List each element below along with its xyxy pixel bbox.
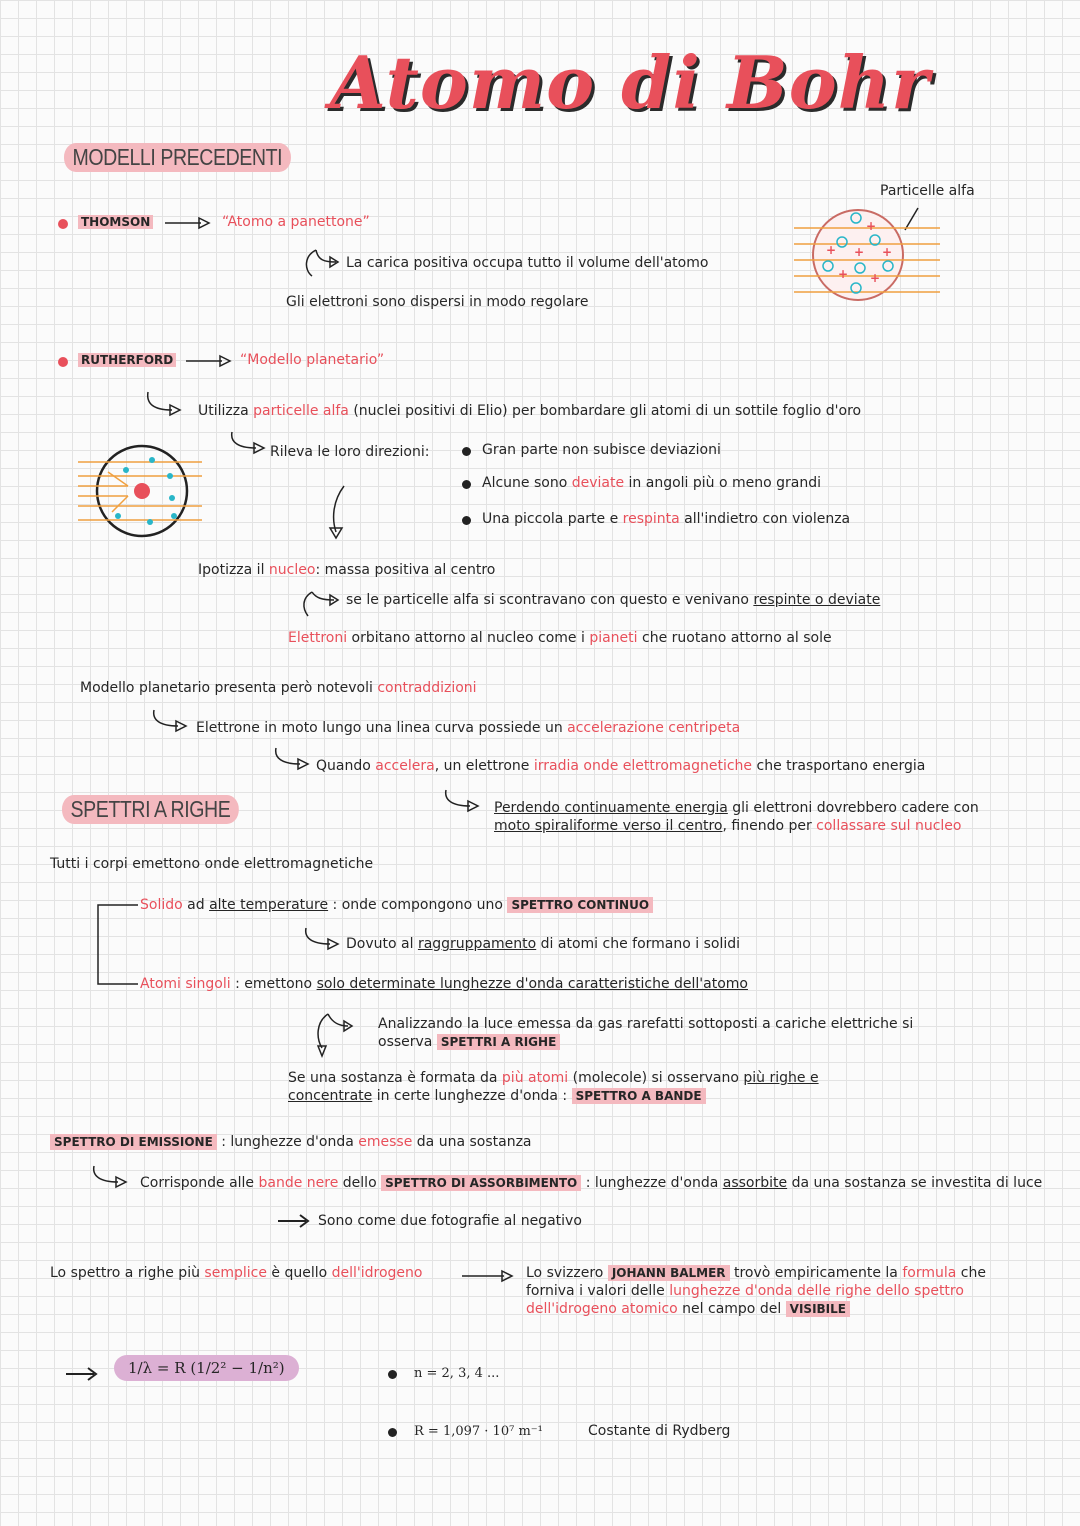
formula-term-2: 1/n²: [248, 1359, 279, 1377]
thomson-atom-diagram: [790, 200, 950, 300]
spettri-intro: Tutti i corpi emettono onde elettromagnetiche: [50, 856, 374, 872]
bullet: [58, 219, 68, 229]
molecule-line-2: concentrate in certe lunghezze d'onda : SPETTRO A BANDE: [288, 1088, 706, 1104]
balmer-line-3: dell'idrogeno atomico nel campo del VISIBILE: [526, 1301, 850, 1317]
svg-text:+: +: [870, 271, 881, 285]
r-value: R = 1,097 · 10⁷ m⁻¹: [414, 1424, 543, 1439]
observation-2: Alcune sono deviate in angoli più o meno grandi: [482, 475, 822, 491]
thomson-line1: La carica positiva occupa tutto il volume dell'atomo: [346, 255, 709, 271]
hook-arrow-icon: [90, 1164, 130, 1190]
curved-arrow-icon: [298, 588, 342, 622]
contradiction-3b: moto spiraliforme verso il centro, finendo per collassare sul nucleo: [494, 818, 962, 834]
contradiction-2: Quando accelera, un elettrone irradia onde elettromagnetiche che trasportano energia: [316, 758, 926, 774]
hook-arrow-icon: [302, 926, 342, 952]
bullet: [462, 447, 471, 456]
atoms-line: Atomi singoli : emettono solo determinate lunghezze d'onda caratteristiche dell'atomo: [140, 976, 748, 992]
bullet: [462, 516, 471, 525]
svg-text:+: +: [838, 267, 849, 281]
emission-line: SPETTRO DI EMISSIONE : lunghezze d'onda emesse da una sostanza: [50, 1134, 532, 1150]
rutherford-hypothesis: Ipotizza il nucleo: massa positiva al centro: [198, 562, 496, 578]
molecule-line-1: Se una sostanza è formata da più atomi (molecole) si osservano più righe e: [288, 1070, 819, 1086]
curved-arrow-icon: [312, 1010, 356, 1060]
bullet: [58, 357, 68, 367]
due-line: Dovuto al raggruppamento di atomi che formano i solidi: [346, 936, 741, 952]
formula-minus: −: [231, 1359, 244, 1377]
hook-arrow-icon: [272, 746, 312, 772]
formula-paren-open: (: [190, 1359, 197, 1377]
rutherford-uses: Utilizza particelle alfa (nuclei positivi di Elio) per bombardare gli atomi di un sottile foglio d'oro: [198, 403, 862, 419]
rutherford-orbit: Elettroni orbitano attorno al nucleo come i pianeti che ruotano attorno al sole: [288, 630, 832, 646]
contradictions-intro: Modello planetario presenta però notevoli contraddizioni: [80, 680, 477, 696]
figure-label: Particelle alfa: [880, 183, 975, 199]
down-arrow-icon: [326, 484, 356, 544]
rutherford-if: se le particelle alfa si scontravano con questo e venivano respinte o deviate: [346, 592, 881, 608]
hydrogen-line: Lo spettro a righe più semplice è quello dell'idrogeno: [50, 1265, 423, 1281]
bullet: [388, 1428, 397, 1437]
rutherford-name: RUTHERFORD: [78, 353, 176, 367]
bullet: [462, 480, 471, 489]
svg-text:+: +: [854, 245, 865, 259]
bullet: [388, 1370, 397, 1379]
arrow-icon: [462, 1270, 514, 1282]
thomson-model: “Atomo a panettone”: [222, 214, 370, 230]
analysis-line-2: osserva SPETTRI A RIGHE: [378, 1034, 560, 1050]
rutherford-atom-diagram: [78, 440, 208, 540]
thomson-name: THOMSON: [78, 215, 153, 229]
rydberg-label: Costante di Rydberg: [588, 1423, 731, 1439]
hook-arrow-icon: [228, 430, 268, 456]
hook-arrow-icon: [442, 788, 482, 814]
svg-text:+: +: [826, 243, 837, 257]
photo-line: Sono come due fotografie al negativo: [318, 1213, 582, 1229]
balmer-line-1: Lo svizzero JOHANN BALMER trovò empiricamente la formula che: [526, 1265, 986, 1281]
arrow-icon: [278, 1214, 312, 1228]
analysis-line-1: Analizzando la luce emessa da gas rarefatti sottoposti a cariche elettriche si: [378, 1016, 914, 1032]
curved-arrow-icon: [300, 246, 340, 280]
section-heading-modelli: MODELLI PRECEDENTI: [64, 143, 291, 172]
section-heading-spettri: SPETTRI A RIGHE: [62, 795, 239, 824]
svg-text:+: +: [866, 219, 877, 233]
bracket-line: [94, 890, 144, 990]
n-values: n = 2, 3, 4 ...: [414, 1366, 500, 1381]
contradiction-1: Elettrone in moto lungo una linea curva possiede un accelerazione centripeta: [196, 720, 741, 736]
formula-lhs: 1/λ: [128, 1359, 153, 1377]
formula-term-1: 1/2²: [196, 1359, 227, 1377]
arrow-icon: [66, 1366, 100, 1382]
svg-text:+: +: [882, 245, 893, 259]
thomson-line2: Gli elettroni sono dispersi in modo regolare: [286, 294, 589, 310]
observation-1: Gran parte non subisce deviazioni: [482, 442, 721, 458]
page-title: Atomo di Bohr: [330, 40, 931, 125]
solid-line: Solido ad alte temperature : onde compongono uno SPETTRO CONTINUO: [140, 897, 653, 913]
observation-3: Una piccola parte e respinta all'indietro con violenza: [482, 511, 851, 527]
formula-equals: = R: [156, 1359, 186, 1377]
arrow-icon: [165, 217, 211, 229]
rutherford-model: “Modello planetario”: [240, 352, 385, 368]
balmer-line-2: forniva i valori delle lunghezze d'onda delle righe dello spettro: [526, 1283, 964, 1299]
contradiction-3a: Perdendo continuamente energia gli elettroni dovrebbero cadere con: [494, 800, 979, 816]
hook-arrow-icon: [144, 390, 184, 416]
formula-paren-close: ): [278, 1359, 285, 1377]
hook-arrow-icon: [150, 708, 190, 734]
rutherford-detects: Rileva le loro direzioni:: [270, 444, 430, 460]
arrow-icon: [186, 355, 232, 367]
balmer-formula: [114, 1355, 299, 1381]
absorption-line: Corrisponde alle bande nere dello SPETTRO DI ASSORBIMENTO : lunghezze d'onda assorbite da una sostanza se investita di luce: [140, 1175, 1043, 1191]
